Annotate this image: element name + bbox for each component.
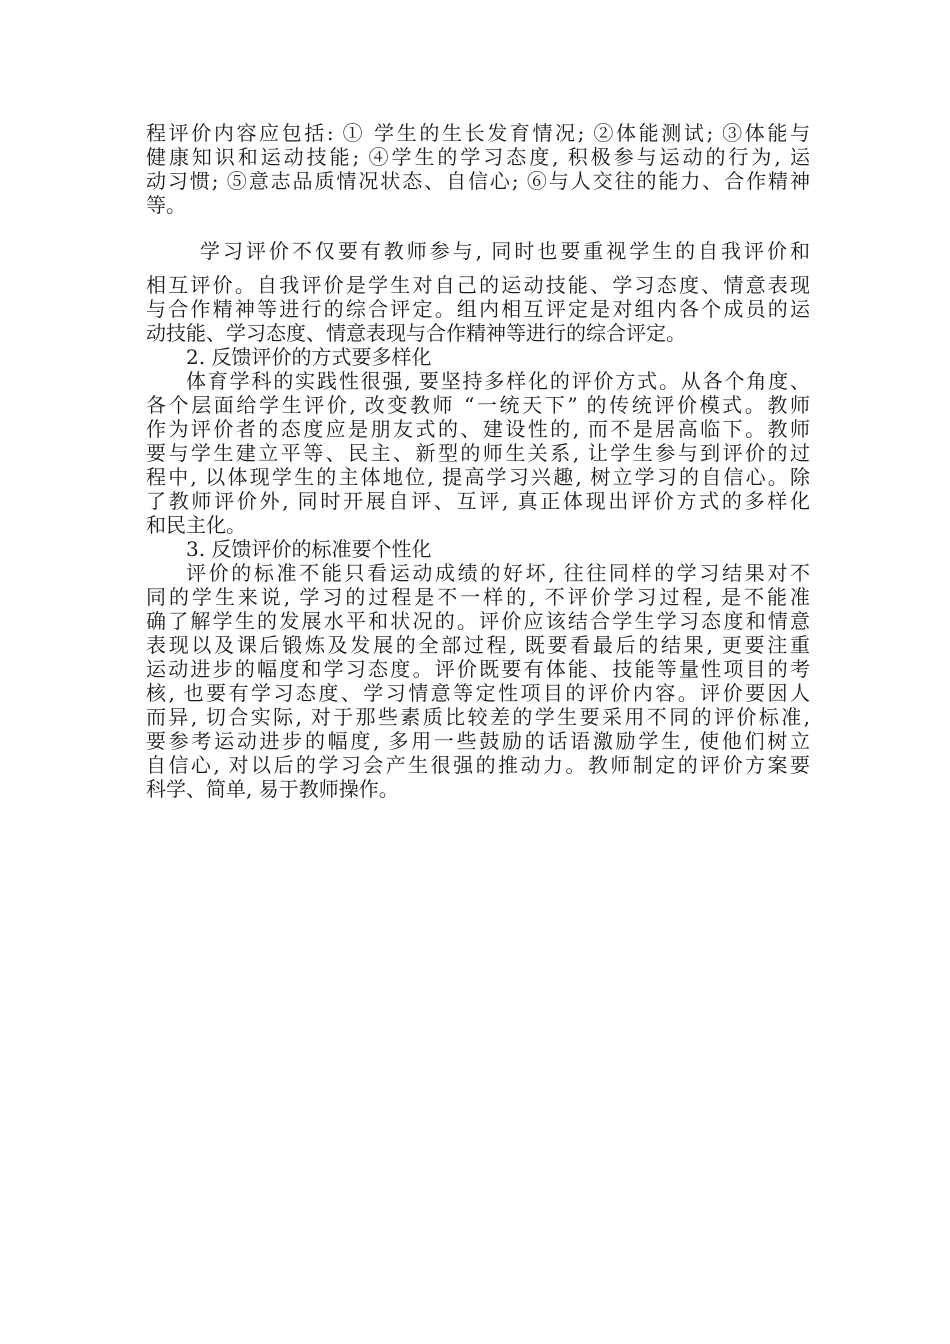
- text-line: 评价的标准不能只看运动成绩的好坏, 往往同样的学习结果对不: [186, 561, 810, 585]
- text-line: 科学、简单, 易于教师操作。: [146, 777, 399, 801]
- text-line: 运动进步的幅度和学习态度。评价既要有体能、技能等量性项目的考: [146, 657, 810, 681]
- text-line: 确了解学生的发展水平和状况的。评价应该结合学生学习态度和情意: [146, 609, 810, 633]
- text-line: 和民主化。: [146, 513, 246, 537]
- text-line: 了教师评价外, 同时开展自评、互评, 真正体现出评价方式的多样化: [146, 489, 810, 513]
- text-line: 作为评价者的态度应是朋友式的、建设性的, 而不是居高临下。教师: [146, 417, 810, 441]
- text-line: 相互评价。自我评价是学生对自己的运动技能、学习态度、情意表现: [146, 273, 810, 297]
- paragraph-self-evaluation: [146, 239, 810, 345]
- text-line: 动习惯; ⑤意志品质情况状态、自信心; ⑥与人交往的能力、合作精神: [146, 169, 810, 193]
- text-line: 健康知识和运动技能; ④学生的学习态度, 积极参与运动的行为, 运: [146, 145, 810, 169]
- document-page: [146, 121, 810, 801]
- text-line: 程评价内容应包括: ① 学生的生长发育情况; ②体能测试; ③体能与: [146, 121, 810, 145]
- text-line: 程中, 以体现学生的主体地位, 提高学习兴趣, 树立学习的自信心。除: [146, 465, 810, 489]
- paragraph-evaluation-content: [146, 121, 810, 217]
- text-line: 而异, 切合实际, 对于那些素质比较差的学生要采用不同的评价标准,: [146, 705, 810, 729]
- section-heading-3: 3. 反馈评价的标准要个性化: [186, 537, 432, 561]
- text-line: 等。: [146, 193, 186, 217]
- text-line: 动技能、学习态度、情意表现与合作精神等进行的综合评定。: [146, 321, 686, 345]
- text-line: 自信心, 对以后的学习会产生很强的推动力。教师制定的评价方案要: [146, 753, 810, 777]
- section-heading-2: 2. 反馈评价的方式要多样化: [186, 345, 432, 369]
- text-line: 与合作精神等进行的综合评定。组内相互评定是对组内各个成员的运: [146, 297, 810, 321]
- paragraph-individual-standards: [146, 561, 810, 801]
- text-line: 表现以及课后锻炼及发展的全部过程, 既要看最后的结果, 更要注重: [146, 633, 810, 657]
- text-line: 要参考运动进步的幅度, 多用一些鼓励的话语激励学生, 使他们树立: [146, 729, 810, 753]
- text-line: 学习评价不仅要有教师参与, 同时也要重视学生的自我评价和: [200, 239, 810, 263]
- paragraph-diverse-methods: [146, 369, 810, 537]
- text-line: 核, 也要有学习态度、学习情意等定性项目的评价内容。评价要因人: [146, 681, 810, 705]
- text-line: 同的学生来说, 学习的过程是不一样的, 不评价学习过程, 是不能准: [146, 585, 810, 609]
- text-line: 各个层面给学生评价, 改变教师 “一统天下” 的传统评价模式。教师: [146, 393, 810, 417]
- text-line: 体育学科的实践性很强, 要坚持多样化的评价方式。从各个角度、: [186, 369, 810, 393]
- text-line: 要与学生建立平等、民主、新型的师生关系, 让学生参与到评价的过: [146, 441, 810, 465]
